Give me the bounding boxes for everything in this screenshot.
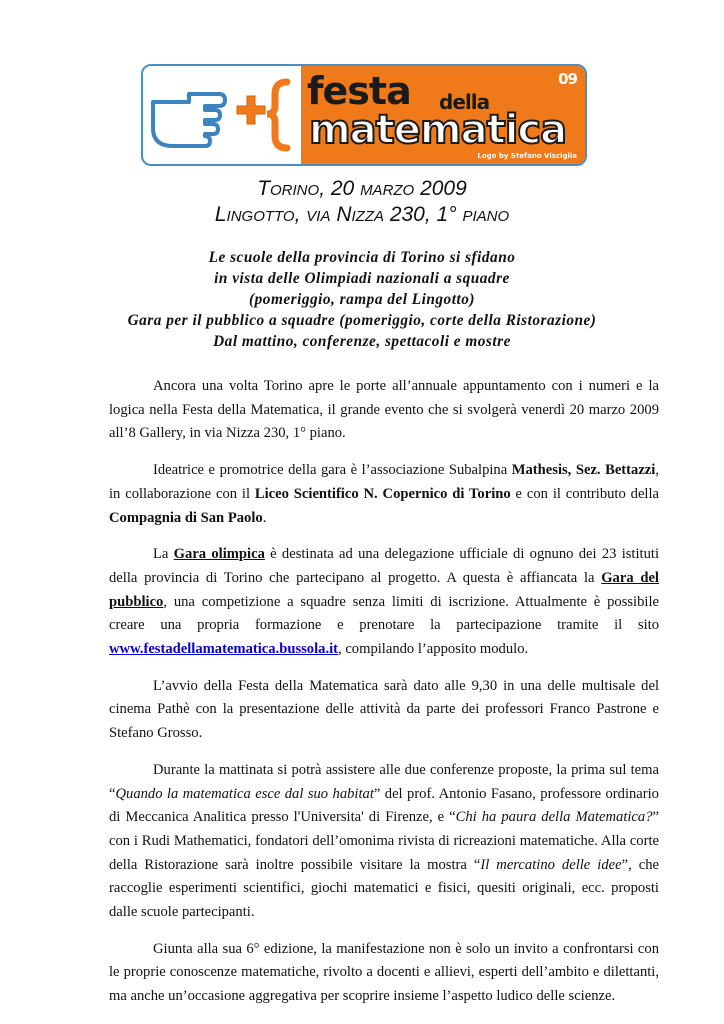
heading-text: PIANO: [462, 208, 510, 225]
text-run: Durante la mattinata si potrà assistere alle due conferenze proposte, la prima sul tema “: [109, 761, 659, 802]
gara-olimpica-label: Gara olimpica: [173, 546, 265, 563]
subtitle-line: in vista delle Olimpiadi nazionali a squadre: [214, 270, 510, 287]
heading-text: VIA: [306, 208, 331, 225]
text-run: , in collaborazione con il: [109, 462, 659, 502]
heading-text: ,: [294, 203, 307, 226]
subtitle-line: Le scuole della provincia di Torino si sfidano: [208, 249, 516, 266]
gara-pubblico-label: Gara del pubblico: [109, 569, 659, 610]
heading-text: T: [257, 177, 271, 200]
logo-credit: Logo by Stefano Visciglia: [477, 152, 577, 160]
text-run: ”, che raccoglie esperimenti scientifici, giochi matematici e fisici, quesiti originali, ecc. proposti dalle scuole partecipanti.: [109, 856, 659, 921]
heading-text: ORINO: [270, 182, 320, 199]
text-run: ” con i Rudi Mathematici, fondatori dell’omonima rivista di ricreazioni matematiche. Alla corte della Ristorazione sarà inoltre possibile visitare la mostra “: [109, 809, 659, 873]
subtitle-line: Dal mattino, conferenze, spettacoli e mostre: [213, 333, 511, 350]
logo-edition: 09: [558, 70, 577, 88]
heading-text: MARZO: [360, 182, 415, 199]
logo-title-panel: [301, 66, 585, 164]
text-run: e con il contributo della: [510, 485, 660, 502]
heading-text: 230, 1°: [383, 203, 463, 226]
article-body: [109, 375, 659, 1022]
paragraph-organizers: [109, 459, 659, 530]
heading-text: L: [214, 203, 227, 226]
paragraph-closing: Giunta alla sua 6° edizione, la manifestazione non è solo un invito a confrontarsi con le proprie conoscenze matematiche, rivolto a docenti e allievi, esperti dell’ambito e dilettanti, ma anche un’occasione aggregativa per scoprire insieme l’aspetto ludico delle scienze.: [109, 940, 659, 1005]
heading-text: N: [336, 203, 352, 226]
heading-text: IZZA: [351, 208, 384, 225]
text-run: è destinata ad una delegazione ufficiale di ognuno dei 23 istituti della provincia di Torino che partecipano al progetto. A questa è affiancata la: [109, 546, 659, 586]
text-run: Ideatrice e promotrice della gara è l’associazione Subalpina: [153, 462, 512, 479]
logo-word-matematica: matematica: [309, 107, 567, 153]
school-name: Liceo Scientifico N. Copernico di Torino: [254, 485, 511, 502]
subtitle-line: Gara per il pubblico a squadre (pomeriggio, corte della Ristorazione): [127, 312, 597, 329]
text-run: La: [153, 546, 174, 563]
sponsor-name: Compagnia di San Paolo: [109, 509, 263, 526]
heading-text: 2009: [414, 177, 467, 200]
event-venue-line: [0, 203, 724, 227]
text-run: , una competizione a squadre senza limiti di iscrizione. Attualmente è possibile creare una propria formazione e prenotare la partecipazione tramite il sito: [109, 593, 659, 634]
paragraph-conferences: [109, 759, 659, 925]
conference-title: Chi ha paura della Matematica?: [455, 809, 653, 826]
logo-word-festa: festa: [307, 69, 411, 113]
heading-text: INGOTTO: [226, 208, 295, 225]
organizer-name: Mathesis, Sez. Bettazzi: [511, 462, 656, 479]
pointing-hand-icon: [149, 76, 293, 154]
subtitle-line: (pomeriggio, rampa del Lingotto): [249, 291, 475, 308]
festa-logo: [141, 64, 587, 166]
exhibition-title: Il mercatino delle idee: [480, 856, 622, 873]
subtitle-block: [100, 247, 624, 352]
conference-title: Quando la matematica esce dal suo habitat: [115, 785, 374, 802]
paragraph-competitions: [109, 543, 659, 662]
text-run: .: [262, 509, 267, 526]
heading-text: , 20: [319, 177, 361, 200]
event-date-line: [0, 177, 724, 201]
text-run: , compilando l’apposito modulo.: [338, 641, 529, 658]
paragraph-opening: L’avvio della Festa della Matematica sarà dato alle 9,30 in una delle multisale del cinema Pathè con la presentazione delle attività da parte dei professori Franco Pastrone e Stefano Grosso.: [109, 677, 659, 742]
text-run: ” del prof. Antonio Fasano, professore ordinario di Meccanica Analitica presso l'Universita' di Firenze, e “: [109, 785, 659, 826]
logo-word-della: della: [439, 90, 490, 114]
paragraph-intro: Ancora una volta Torino apre le porte all’annuale appuntamento con i numeri e la logica nella Festa della Matematica, il grande evento che si svolgerà venerdì 20 marzo 2009 all’8 Gallery, in via Nizza 230, 1° piano.: [109, 378, 659, 442]
website-link[interactable]: www.festadellamatematica.bussola.it: [109, 641, 339, 658]
